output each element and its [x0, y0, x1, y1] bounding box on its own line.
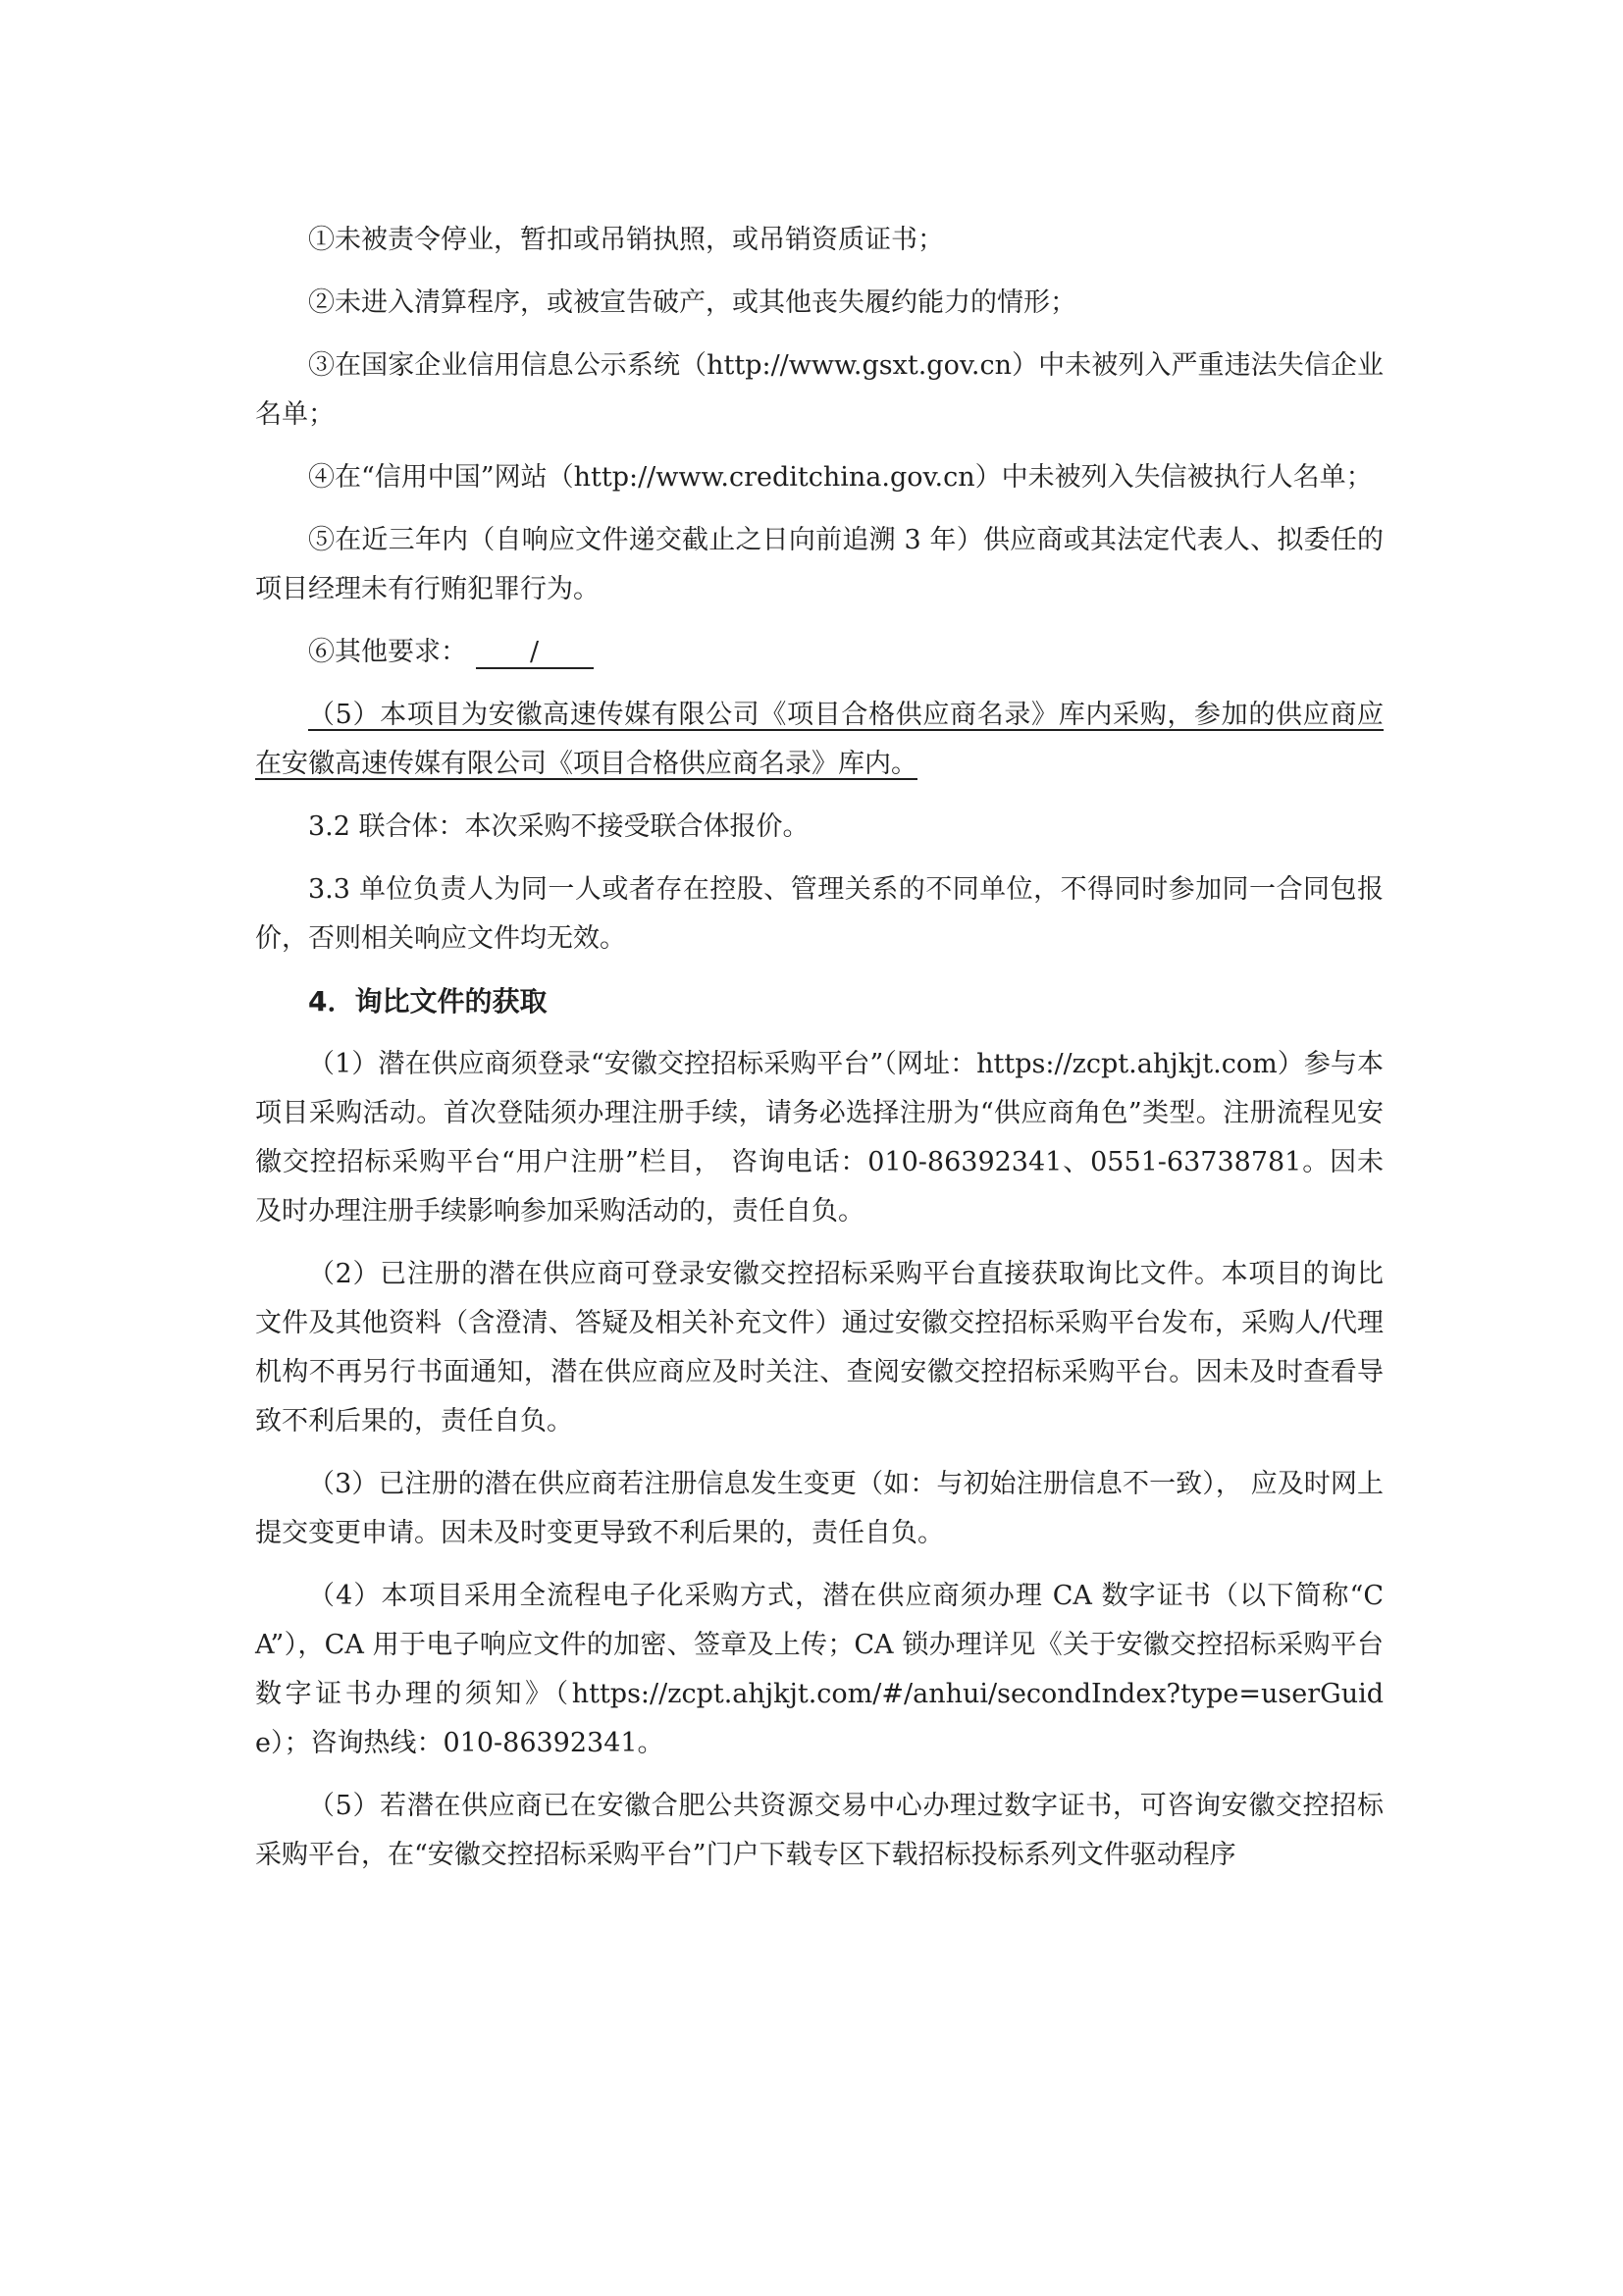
clause-3-2: 3.2 联合体：本次采购不接受联合体报价。	[308, 811, 810, 842]
other-requirements-label: ⑥其他要求：	[308, 637, 467, 667]
paragraph-item-5: ⑤在近三年内（自响应文件递交截止之日向前追溯 3 年）供应商或其法定代表人、拟委任的项目经理未有行贿犯罪行为。	[255, 525, 1384, 604]
acquisition-item-5: （5）若潜在供应商已在安徽合肥公共资源交易中心办理过数字证书，可咨询安徽交控招标采购平台，在“安徽交控招标采购平台”门户下载专区下载招标投标系列文件驱动程序	[255, 1791, 1384, 1870]
paragraph-item-2: ②未进入清算程序，或被宣告破产，或其他丧失履约能力的情形；	[308, 287, 1076, 318]
document-page	[255, 216, 1384, 1894]
paragraph-item-4: ④在“信用中国”网站（http://www.creditchina.gov.cn）中未被列入失信被执行人名单；	[308, 462, 1373, 493]
other-requirements-value: /	[476, 638, 594, 669]
paragraph-item-1: ①未被责令停业，暂扣或吊销执照，或吊销资质证书；	[308, 225, 944, 255]
acquisition-item-1: （1）潜在供应商须登录“安徽交控招标采购平台”（网址：https://zcpt.ahjkjt.com）参与本项目采购活动。首次登陆须办理注册手续，请务必选择注册为“供应商角色”类型。注册流程见安徽交控招标采购平台“用户注册”栏目， 咨询电话：010-86392341、0551-63738781。因未及时办理注册手续影响参加采购活动的，责任自负。	[255, 1049, 1384, 1226]
clause-3-3: 3.3 单位负责人为同一人或者存在控股、管理关系的不同单位，不得同时参加同一合同包报价，否则相关响应文件均无效。	[255, 874, 1384, 954]
section-heading-4: 4．询比文件的获取	[308, 985, 548, 1018]
acquisition-item-2: （2）已注册的潜在供应商可登录安徽交控招标采购平台直接获取询比文件。本项目的询比文件及其他资料（含澄清、答疑及相关补充文件）通过安徽交控招标采购平台发布，采购人/代理机构不再另行书面通知，潜在供应商应及时关注、查阅安徽交控招标采购平台。因未及时查看导致不利后果的，责任自负。	[255, 1259, 1384, 1436]
paragraph-item-3: ③在国家企业信用信息公示系统（http://www.gsxt.gov.cn）中未被列入严重违法失信企业名单；	[255, 350, 1384, 430]
qualified-supplier-clause: （5）本项目为安徽高速传媒有限公司《项目合格供应商名录》库内采购，参加的供应商应在安徽高速传媒有限公司《项目合格供应商名录》库内。	[255, 700, 1384, 779]
acquisition-item-3: （3）已注册的潜在供应商若注册信息发生变更（如：与初始注册信息不一致）， 应及时网上提交变更申请。因未及时变更导致不利后果的，责任自负。	[255, 1469, 1384, 1548]
acquisition-item-4: （4）本项目采用全流程电子化采购方式，潜在供应商须办理 CA 数字证书（以下简称“CA”），CA 用于电子响应文件的加密、签章及上传；CA 锁办理详见《关于安徽交控招标采购平台数字证书办理的须知》（https://zcpt.ahjkjt.com/#/anhui/secondIndex?type=userGuide）；咨询热线：010-86392341。	[255, 1581, 1384, 1758]
paragraph-item-6	[255, 628, 1384, 677]
